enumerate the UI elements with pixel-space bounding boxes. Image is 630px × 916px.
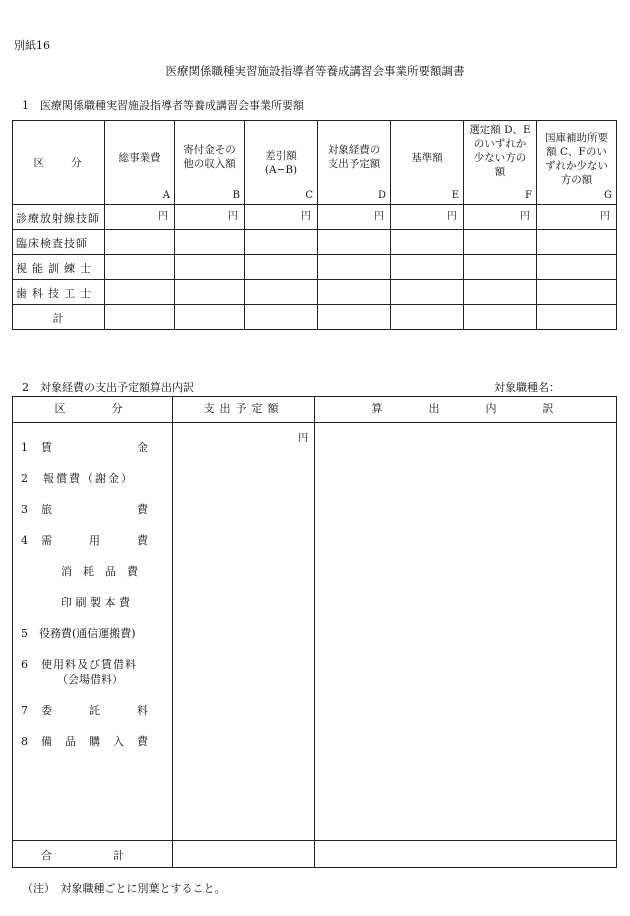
expense-item-remuneration: 2 報償費（謝金） (21, 472, 134, 485)
data-cell (318, 255, 391, 280)
data-cell (537, 255, 617, 280)
breakdown-amount-cell (173, 423, 315, 841)
yen-unit: 円 (158, 211, 168, 222)
data-cell (105, 305, 175, 330)
expense-item-printing: 印 刷 製 本 費 (61, 596, 130, 609)
row-label: 診療放射線技師 (16, 212, 100, 225)
yen-unit: 円 (447, 211, 457, 222)
yen-cell (537, 205, 617, 230)
data-cell (318, 230, 391, 255)
header-col-b (175, 121, 245, 205)
header-col-d (318, 121, 391, 205)
expense-item-rental: 6 使用料及び賃借料 (21, 658, 137, 671)
data-cell (105, 280, 175, 305)
breakdown-header-detail-label: 算出内訳 (371, 402, 600, 415)
data-cell (391, 255, 464, 280)
breakdown-header-amount-label: 支出予定額 (203, 402, 284, 415)
job-type-label: 対象職種名： (494, 381, 560, 394)
header-col-a-letter: A (162, 190, 170, 201)
header-col-e-label: 基準額 (411, 152, 443, 164)
header-col-c-letter: C (305, 190, 313, 201)
breakdown-header-category-label: 区 分 (54, 402, 131, 415)
yen-unit: 円 (520, 211, 530, 222)
row-label-total: 計 (52, 312, 65, 325)
breakdown-header-row (13, 397, 617, 423)
header-category-label: 区 分 (33, 157, 84, 169)
yen-unit: 円 (374, 211, 384, 222)
table-row (13, 230, 617, 255)
row-label-cell (13, 205, 105, 230)
data-cell (318, 280, 391, 305)
expense-item-rental-note: （会場借料） (57, 673, 123, 686)
yen-unit: 円 (600, 211, 610, 222)
breakdown-total-amount-cell (173, 841, 315, 868)
row-label-cell (13, 280, 105, 305)
yen-cell (105, 205, 175, 230)
yen-cell (245, 205, 318, 230)
section2-heading: 2 対象経費の支出予定額算出内訳 (22, 381, 194, 394)
data-cell (245, 305, 318, 330)
appendix-label: 別紙16 (14, 39, 50, 52)
expense-item-consumables: 消 耗 品 費 (61, 565, 138, 578)
header-col-e-letter: E (451, 190, 459, 201)
expense-item-travel: 3 旅 費 (21, 503, 149, 516)
header-col-b-label: 寄付金その他の収入額 (183, 144, 236, 170)
header-col-b-letter: B (232, 190, 240, 201)
row-label-cell (13, 230, 105, 255)
breakdown-header-category (13, 397, 173, 423)
data-cell (464, 255, 537, 280)
row-label: 視能訓練士 (16, 262, 96, 275)
yen-unit: 円 (228, 211, 238, 222)
expense-item-outsourcing: 7 委 託 料 (21, 704, 149, 717)
yen-cell (318, 205, 391, 230)
data-cell (537, 305, 617, 330)
header-col-f (464, 121, 537, 205)
data-cell (537, 280, 617, 305)
header-col-f-label: 選定額 D、Eのいずれか少ない方の額 (469, 124, 531, 178)
data-cell (391, 230, 464, 255)
yen-unit: 円 (301, 211, 311, 222)
row-label-cell (13, 305, 105, 330)
breakdown-total-detail-cell (315, 841, 617, 868)
breakdown-header-detail (315, 397, 617, 423)
header-col-c-label: 差引額(A−B) (264, 150, 298, 176)
header-col-d-label: 対象経費の支出予定額 (327, 144, 381, 170)
table-row-total (13, 305, 617, 330)
data-cell (175, 305, 245, 330)
data-cell (391, 305, 464, 330)
header-category (13, 121, 105, 205)
total-label: 合 計 (41, 849, 125, 862)
expense-item-equipment: 8 備 品 購 入 費 (21, 735, 149, 748)
data-cell (537, 230, 617, 255)
data-cell (464, 305, 537, 330)
expense-item-services: 5 役務費(通信運搬費) (21, 627, 136, 640)
breakdown-table (12, 396, 617, 868)
data-cell (464, 280, 537, 305)
yen-cell (175, 205, 245, 230)
header-col-d-letter: D (377, 190, 386, 201)
budget-table (12, 120, 617, 330)
header-col-e (391, 121, 464, 205)
header-col-a (105, 121, 175, 205)
data-cell (105, 230, 175, 255)
data-cell (105, 255, 175, 280)
row-label: 臨床検査技師 (16, 237, 88, 250)
budget-table-header-row (13, 121, 617, 205)
data-cell (175, 280, 245, 305)
yen-cell (464, 205, 537, 230)
breakdown-total-row (13, 841, 617, 868)
table-row (13, 255, 617, 280)
expense-item-wages: 1 賃 金 (21, 441, 149, 454)
breakdown-body-row (13, 423, 617, 841)
section1-heading: 1 医療関係職種実習施設指導者等養成講習会事業所要額 (22, 99, 304, 112)
breakdown-detail-cell (315, 423, 617, 841)
data-cell (245, 230, 318, 255)
yen-cell (391, 205, 464, 230)
footnote: （注） 対象職種ごとに別葉とすること。 (22, 882, 226, 895)
row-label-cell (13, 255, 105, 280)
table-row (13, 205, 617, 230)
data-cell (175, 255, 245, 280)
header-col-c (245, 121, 318, 205)
header-col-f-letter: F (525, 190, 532, 201)
data-cell (245, 280, 318, 305)
data-cell (464, 230, 537, 255)
yen-unit: 円 (298, 433, 308, 444)
header-col-g-label: 国庫補助所要額 C、Fのいずれか少ない方の額 (545, 132, 608, 186)
header-col-g-letter: G (604, 190, 612, 201)
expense-item-supplies: 4 需 用 費 (21, 534, 149, 547)
table-row (13, 280, 617, 305)
data-cell (245, 255, 318, 280)
breakdown-total-label-cell (13, 841, 173, 868)
breakdown-header-amount (173, 397, 315, 423)
data-cell (318, 305, 391, 330)
data-cell (175, 230, 245, 255)
document-title: 医療関係職種実習施設指導者等養成講習会事業所要額調書 (165, 64, 465, 78)
row-label: 歯科技工士 (16, 287, 96, 300)
header-col-g (537, 121, 617, 205)
data-cell (391, 280, 464, 305)
breakdown-items-cell (13, 423, 173, 841)
header-col-a-label: 総事業費 (118, 152, 161, 164)
